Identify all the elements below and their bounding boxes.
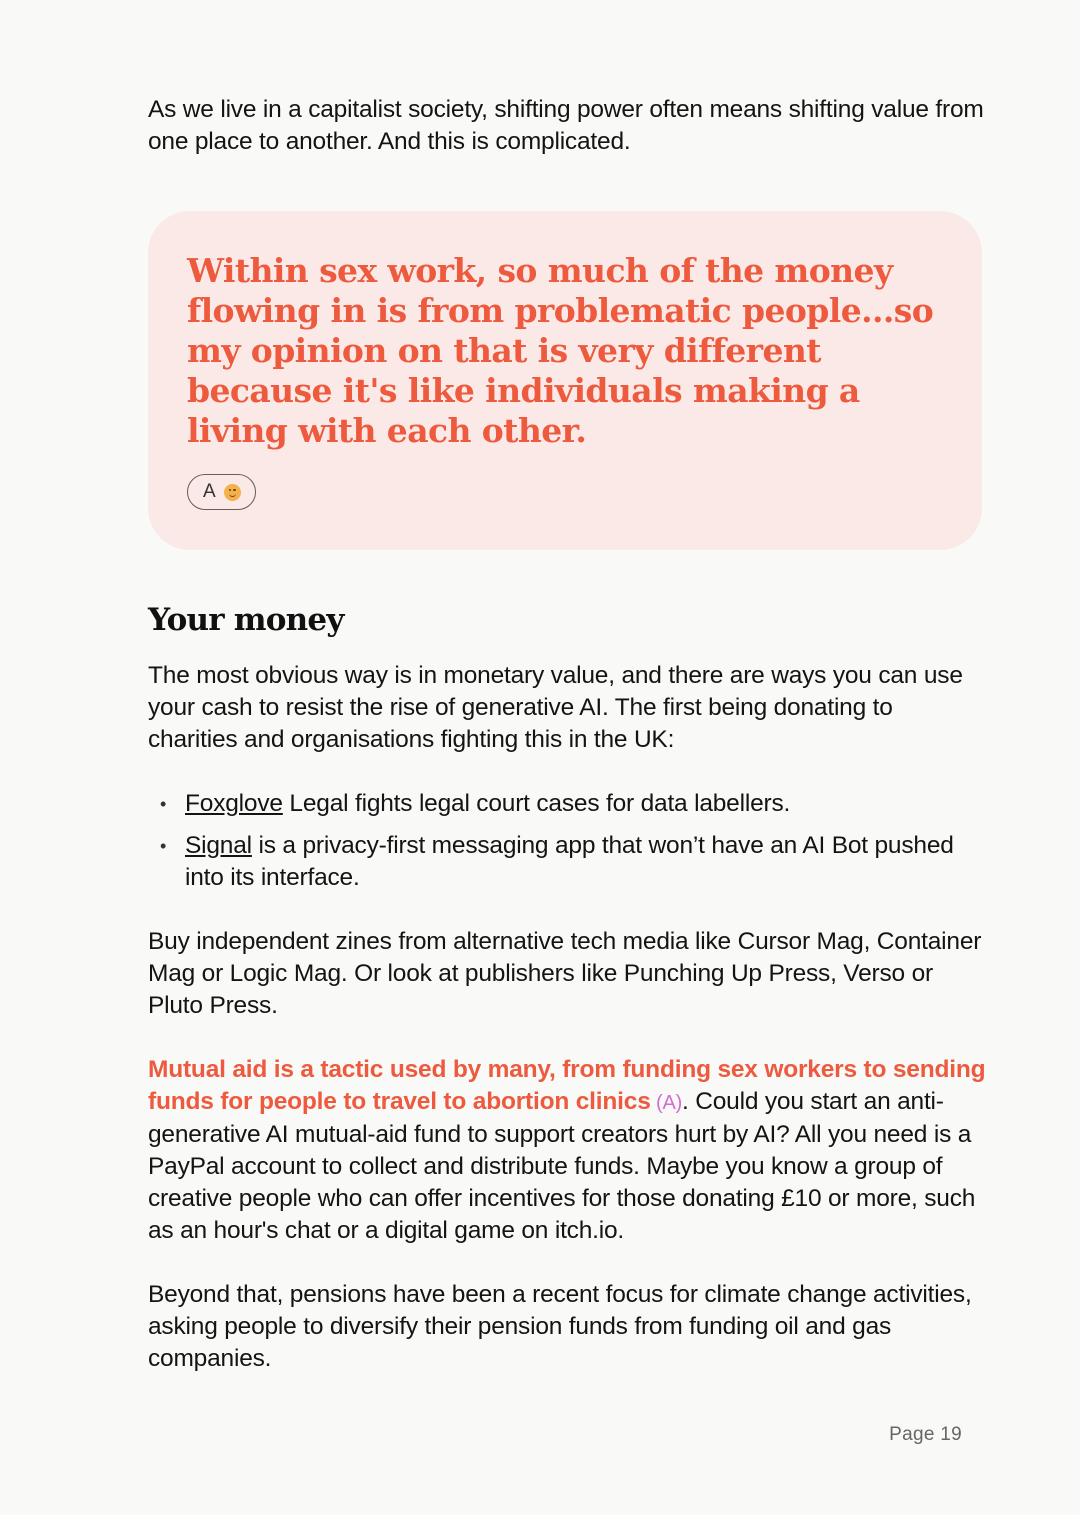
paragraph-zines: Buy independent zines from alternative tech media like Cursor Mag, Container Mag or Logic Mag. Or look at publishers like Punching Up Press, Verso or Pluto Press. [148, 928, 982, 1019]
signal-link[interactable]: Signal [185, 832, 252, 859]
highlighted-text: Mutual aid is a tactic used by many, from funding sex workers to sending funds for people to travel to abortion clinics [148, 1056, 986, 1115]
page-number: Page 19 [889, 1424, 962, 1445]
list-item [148, 788, 988, 820]
smiley-face-icon [224, 484, 241, 501]
organisations-list [148, 788, 988, 894]
paragraph-monetary-value: The most obvious way is in monetary value, and there are ways you can use your cash to resist the rise of generative AI. The first being donating to charities and organisations fighting this in the UK: [148, 662, 963, 753]
section-heading: Your money [148, 602, 344, 638]
paragraph-text: . Could you start an anti-generative AI mutual-aid fund to support creators hurt by AI? All you need is a PayPal account to collect and distribute funds. Maybe you know a group of creative people who can offer incentives for those donating £10 or more, such as an hour's chat or a digital game on itch.io. [148, 1088, 976, 1244]
citation-marker[interactable]: (A) [650, 1092, 683, 1114]
list-item [148, 830, 988, 894]
paragraph-pensions: Beyond that, pensions have been a recent focus for climate change activities, asking people to diversify their pension funds from funding oil and gas companies. [148, 1281, 972, 1372]
intro-paragraph: As we live in a capitalist society, shifting power often means shifting value from one place to another. And this is complicated. [148, 96, 984, 155]
badge-letter: A [203, 481, 216, 502]
foxglove-link[interactable]: Foxglove [185, 790, 283, 817]
quote-attribution-badge [187, 474, 256, 510]
page-content [148, 94, 988, 1375]
quote-text: Within sex work, so much of the money flowing in is from problematic people...so my opinion on that is very different because it's like individuals making a living with each other. [187, 251, 934, 450]
quote-card [148, 211, 982, 550]
list-item-text: Legal fights legal court cases for data labellers. [282, 790, 791, 817]
paragraph-mutual-aid [148, 1054, 988, 1247]
list-item-text: is a privacy-first messaging app that won’t have an AI Bot pushed into its interface. [185, 832, 954, 891]
